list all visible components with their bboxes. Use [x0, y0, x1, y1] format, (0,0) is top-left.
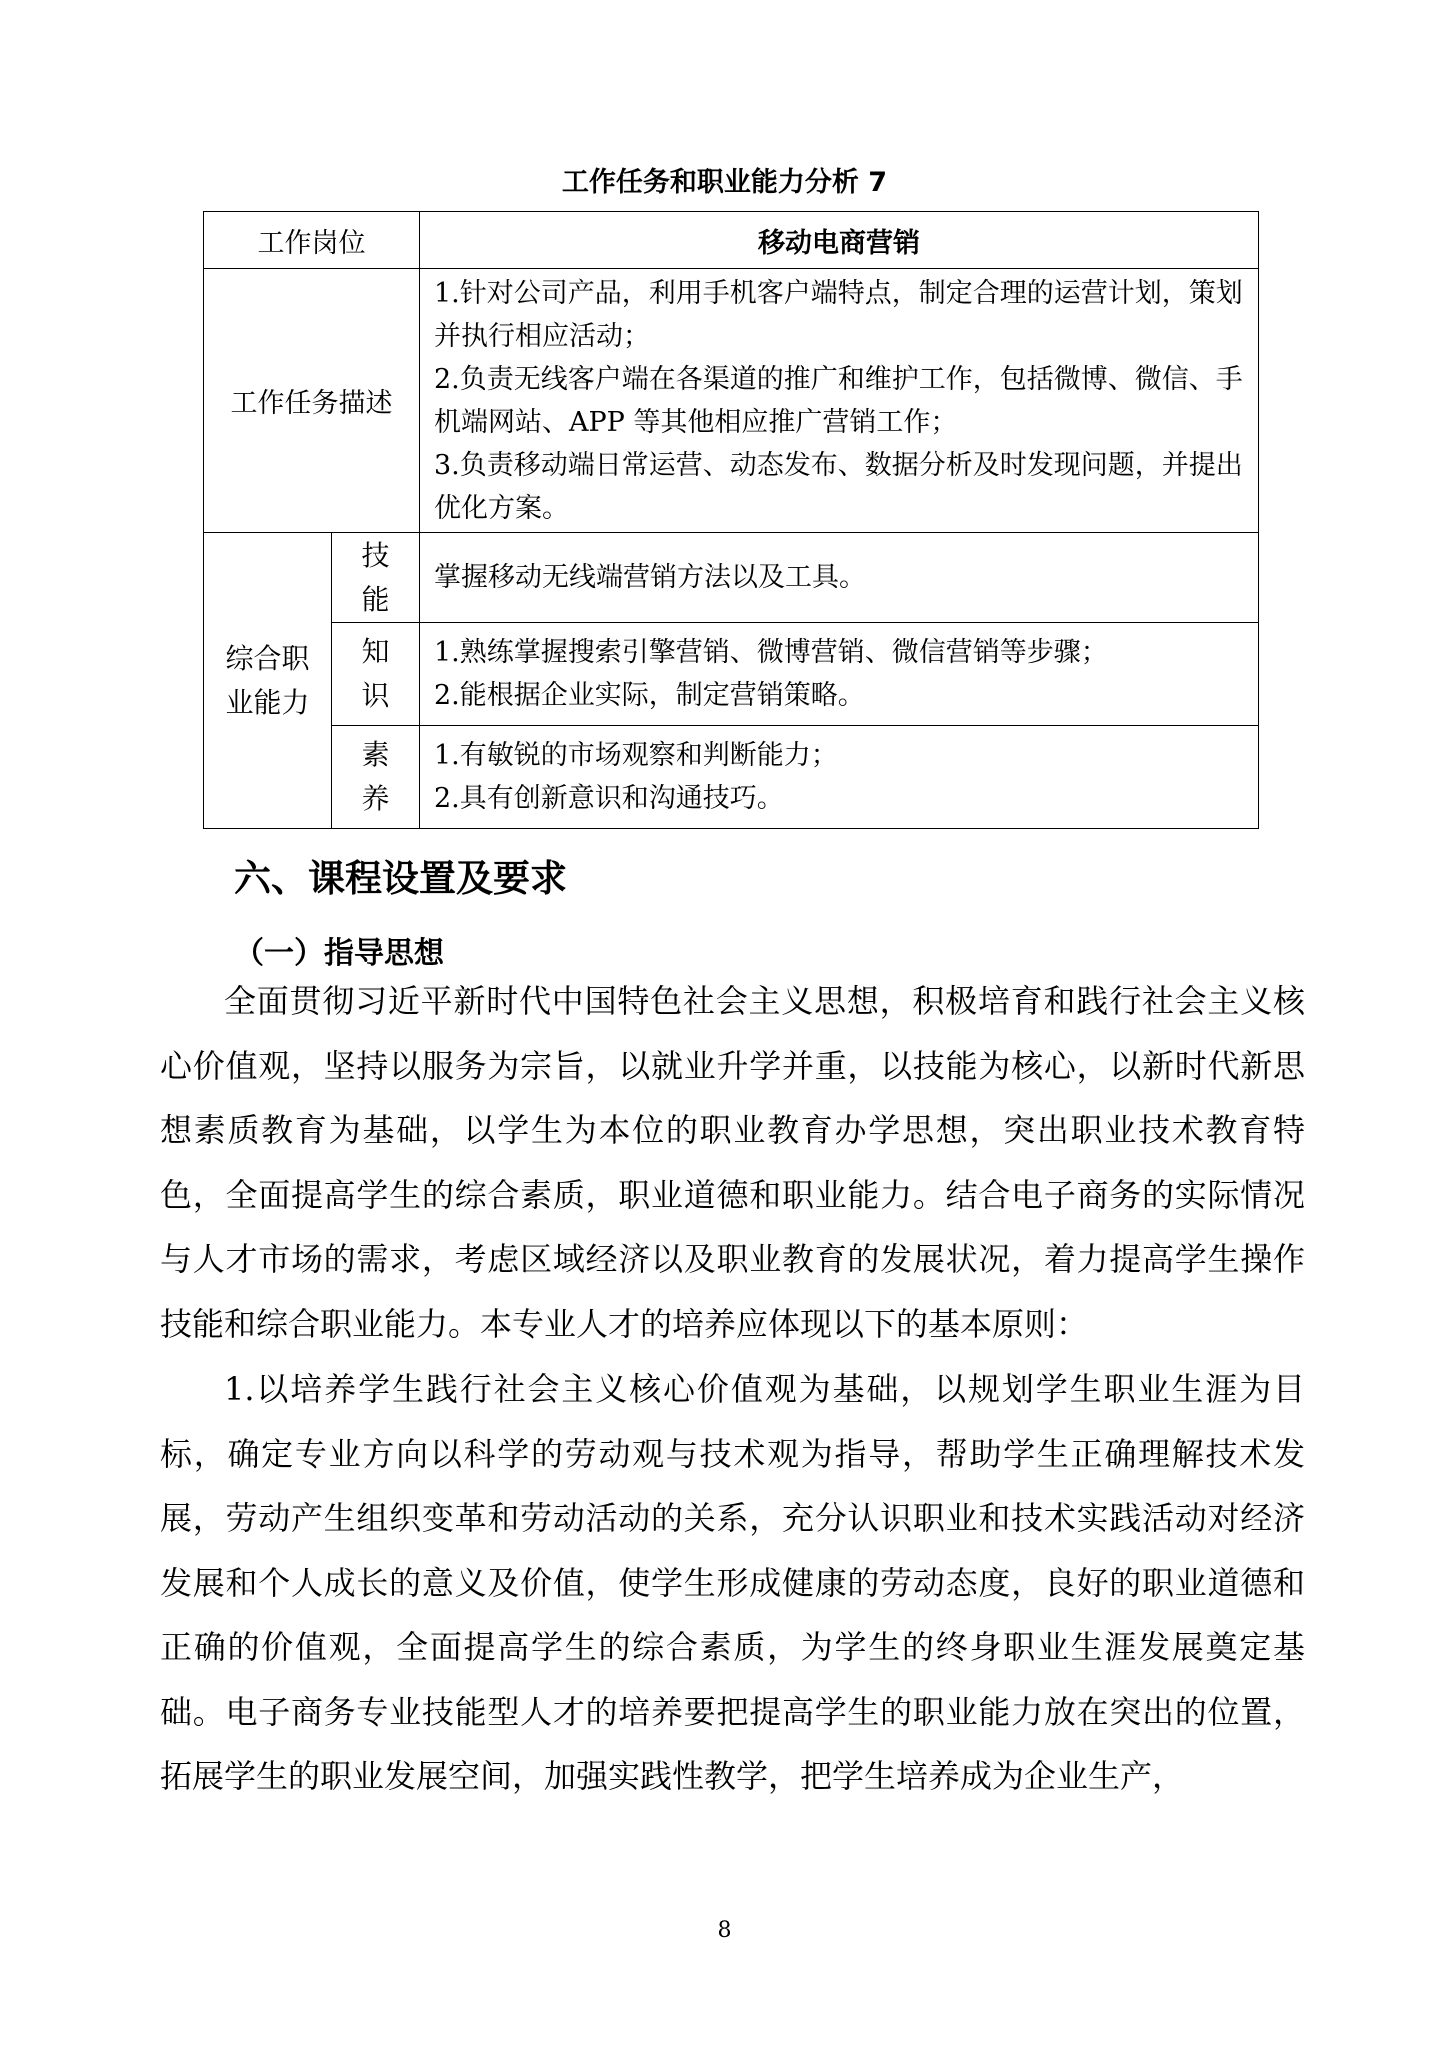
knowledge-cell [420, 623, 1259, 726]
job-analysis-table [203, 211, 1259, 829]
task-label: 工作任务描述 [204, 269, 420, 533]
table-row [204, 623, 1259, 726]
task-item: 3.负责移动端日常运营、动态发布、数据分析及时发现问题，并提出优化方案。 [434, 449, 1243, 524]
skill-cell [420, 533, 1259, 623]
task-description-cell [420, 269, 1259, 533]
ability-label: 综合职业能力 [225, 641, 310, 719]
knowledge-item: 2.能根据企业实际，制定营销策略。 [434, 680, 865, 711]
ability-label-cell [204, 533, 332, 829]
table-row [204, 212, 1259, 269]
table-caption: 工作任务和职业能力分析 7 [561, 167, 888, 198]
quality-label: 素养 [361, 738, 390, 815]
section-heading: 六、课程设置及要求 [234, 857, 567, 900]
post-value: 移动电商营销 [420, 212, 1259, 269]
section-subheading: （一）指导思想 [234, 936, 444, 971]
quality-cell [420, 726, 1259, 829]
table-row [204, 269, 1259, 533]
knowledge-label: 知识 [361, 635, 390, 712]
table-row [204, 726, 1259, 829]
quality-item: 1.有敏锐的市场观察和判断能力； [434, 740, 838, 771]
quality-label-cell [332, 726, 420, 829]
body-paragraph: 全面贯彻习近平新时代中国特色社会主义思想，积极培育和践行社会主义核心价值观，坚持以服务为宗旨，以就业升学并重，以技能为核心，以新时代新思想素质教育为基础，以学生为本位的职业教育办学思想，突出职业技术教育特色，全面提高学生的综合素质，职业道德和职业能力。结合电子商务的实际情况与人才市场的需求，考虑区域经济以及职业教育的发展状况，着力提高学生操作技能和综合职业能力。本专业人才的培养应体现以下的基本原则： [160, 982, 1305, 1343]
skill-label: 技能 [361, 538, 390, 616]
skill-label-cell [332, 533, 420, 623]
table-row [204, 533, 1259, 623]
body-paragraph: 1.以培养学生践行社会主义核心价值观为基础，以规划学生职业生涯为目标，确定专业方向以科学的劳动观与技术观为指导，帮助学生正确理解技术发展，劳动产生组织变革和劳动活动的关系，充分认识职业和技术实践活动对经济发展和个人成长的意义及价值，使学生形成健康的劳动态度，良好的职业道德和正确的价值观，全面提高学生的综合素质，为学生的终身职业生涯发展奠定基础。电子商务专业技能型人才的培养要把提高学生的职业能力放在突出的位置，拓展学生的职业发展空间，加强实践性教学，把学生培养成为企业生产， [160, 1370, 1305, 1795]
skill-item: 掌握移动无线端营销方法以及工具。 [434, 562, 866, 593]
page-number: 8 [717, 1918, 732, 1943]
knowledge-item: 1.熟练掌握搜索引擎营销、微博营销、微信营销等步骤； [434, 637, 1108, 668]
task-item: 1.针对公司产品，利用手机客户端特点，制定合理的运营计划，策划并执行相应活动； [434, 277, 1243, 352]
post-label: 工作岗位 [204, 212, 420, 269]
quality-item: 2.具有创新意识和沟通技巧。 [434, 783, 784, 814]
task-item: 2.负责无线客户端在各渠道的推广和维护工作，包括微博、微信、手机端网站、APP 等其他相应推广营销工作； [434, 363, 1243, 438]
knowledge-label-cell [332, 623, 420, 726]
